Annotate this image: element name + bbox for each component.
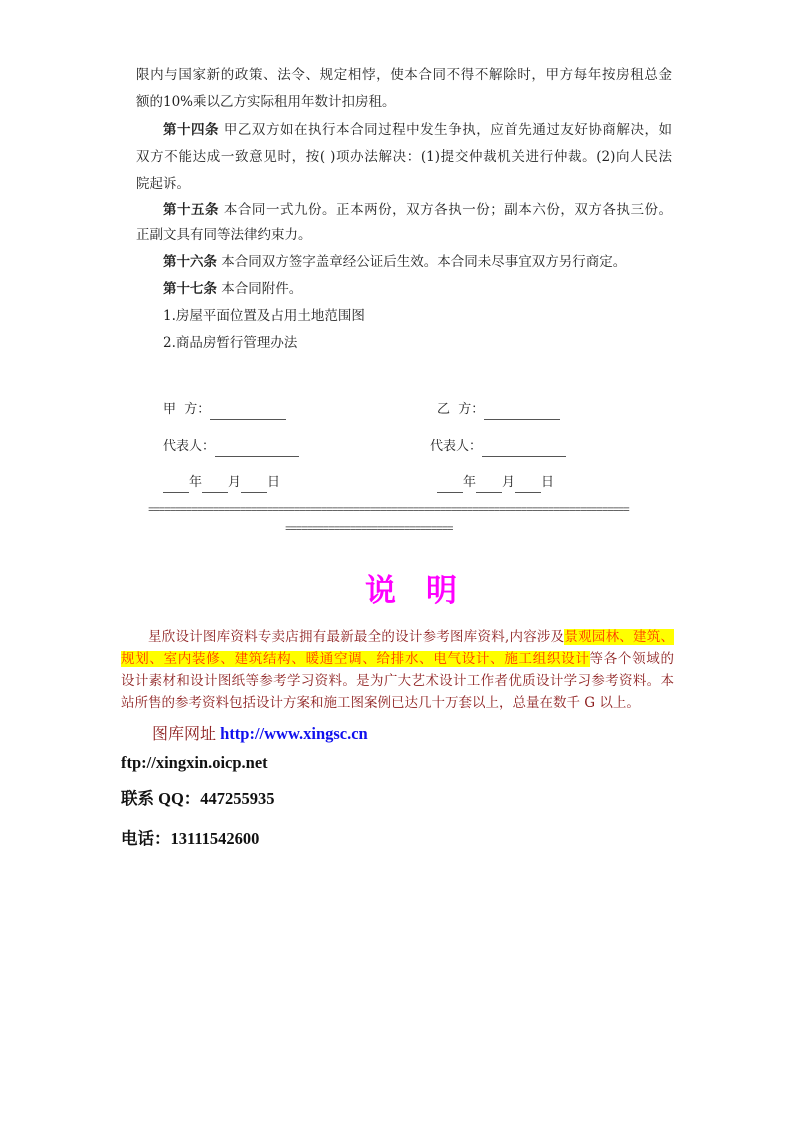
attachment-item: 2.商品房暂行管理办法 (163, 335, 298, 351)
qq-number: 447255935 (200, 789, 275, 808)
phone-number: 13111542600 (170, 829, 260, 848)
party-a-field (163, 400, 286, 420)
day-label: 日 (541, 475, 555, 490)
clause-15 (163, 200, 672, 220)
clause-text: 本合同一式九份。正本两份，双方各执一份；副本六份，双方各执三份。 (223, 202, 672, 218)
signature-blank (215, 442, 299, 457)
notice-highlight: 规划、室内装修、建筑结构、暖通空调、给排水、电气设计、施工组织设计 (121, 651, 590, 667)
year-label: 年 (463, 475, 477, 490)
party-a-label: 甲 方： (163, 402, 211, 417)
divider-line: =============================== (285, 524, 453, 536)
signature-blank (210, 405, 286, 420)
date-a-field (163, 473, 280, 493)
clause-label: 第十四条 (163, 122, 220, 138)
day-label: 日 (267, 475, 281, 490)
signature-blank (484, 405, 560, 420)
signature-blank (482, 442, 566, 457)
qq-label: 联系 QQ： (121, 789, 201, 808)
clause-17 (163, 279, 302, 299)
clause-13-line: 额的10%乘以乙方实际租用年数计扣房租。 (136, 94, 396, 110)
rep-label: 代表人： (163, 439, 216, 454)
notice-line (121, 649, 674, 669)
clause-label: 第十六条 (163, 254, 217, 270)
site-label: 图库网址 (152, 724, 217, 743)
month-label: 月 (502, 475, 516, 490)
clause-13-line: 限内与国家新的政策、法令、规定相悖，使本合同不得不解除时，甲方每年按房租总金 (136, 67, 672, 83)
clause-14 (163, 120, 672, 140)
month-label: 月 (228, 475, 242, 490)
site-line (152, 721, 368, 744)
rep-a-field (163, 437, 299, 457)
notice-text: 等各个领域的 (589, 651, 675, 667)
notice-text: 星欣设计图库资料专卖店拥有最新最全的设计参考图库资料,内容涉及 (148, 629, 565, 645)
notice-line (121, 627, 674, 647)
notice-highlight: 景观园林、建筑、 (564, 629, 674, 645)
clause-15-line: 正副文具有同等法律约束力。 (136, 227, 312, 243)
party-b-field (437, 400, 560, 420)
clause-text: 本合同双方签字盖章经公证后生效。本合同未尽事宜双方另行商定。 (221, 254, 627, 270)
party-b-label: 乙 方： (437, 402, 485, 417)
site-link[interactable]: http://www.xingsc.cn (220, 724, 368, 743)
clause-text: 甲乙双方如在执行本合同过程中发生争执，应首先通过友好协商解决，如 (223, 122, 672, 138)
clause-label: 第十五条 (163, 202, 220, 218)
ftp-link[interactable]: ftp://xingxin.oicp.net (121, 753, 268, 772)
rep-label: 代表人： (430, 439, 483, 454)
notice-line: 设计素材和设计图纸等参考学习资料。是为广大艺术设计工作者优质设计学习参考资料。本 (121, 673, 674, 689)
notice-title: 说明 (365, 573, 487, 609)
clause-14-line: 双方不能达成一致意见时，按( )项办法解决：(1)提交仲裁机关进行仲裁。(2)向人民法 (136, 149, 672, 165)
divider-line: ========================================================================================= (148, 505, 629, 517)
date-b-field (437, 473, 554, 493)
year-label: 年 (189, 475, 203, 490)
clause-14-line: 院起诉。 (136, 176, 190, 192)
attachment-item: 1.房屋平面位置及占用土地范围图 (163, 308, 365, 324)
qq-line (121, 785, 275, 809)
phone-label: 电话： (121, 829, 171, 848)
notice-line: 站所售的参考资料包括设计方案和施工图案例已达几十万套以上，总量在数千 G 以上。 (121, 695, 640, 711)
clause-text: 本合同附件。 (221, 281, 303, 297)
clause-16 (163, 252, 626, 272)
phone-line (121, 825, 259, 849)
rep-b-field (430, 437, 566, 457)
clause-label: 第十七条 (163, 281, 217, 297)
